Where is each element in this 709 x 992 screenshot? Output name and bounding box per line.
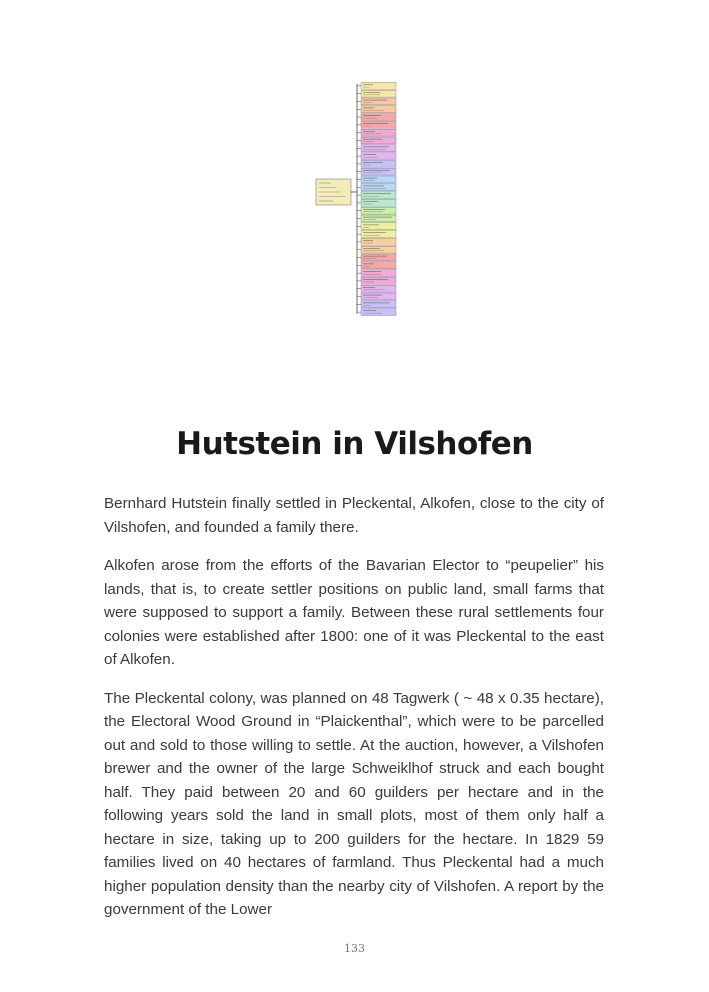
tree-person-box [361,176,396,183]
tree-person-box [361,254,396,261]
tree-person-box [361,184,396,191]
tree-person-box [361,153,396,160]
tree-person-box [361,215,396,222]
tree-person-box [361,114,396,121]
tree-person-box [361,238,396,245]
tree-person-box [361,106,396,113]
tree-person-box [361,277,396,284]
tree-person-box [361,98,396,105]
tree-person-box [361,262,396,269]
tree-person-box [361,285,396,292]
tree-person-box [361,192,396,199]
tree-person-box [361,301,396,308]
page-number: 133 [344,942,365,955]
tree-person-box [361,246,396,253]
chapter-title: Hutstein in Vilshofen [176,426,533,462]
tree-person-box [361,168,396,175]
tree-person-box [361,145,396,152]
tree-person-box [361,270,396,277]
tree-person-box [361,90,396,97]
paragraph-1: Bernhard Hutstein finally settled in Pleckental, Alkofen, close to the city of Vilshofen, and founded a family there. [104,495,604,536]
tree-person-box [361,309,396,316]
tree-person-box [361,121,396,128]
tree-person-box [361,293,396,300]
tree-person-box [361,231,396,238]
tree-person-box [361,137,396,144]
tree-person-box [361,160,396,167]
family-tree-diagram [0,0,709,340]
tree-person-box [361,199,396,206]
body-text [104,492,604,937]
tree-person-box [361,207,396,214]
tree-person-box [361,223,396,230]
paragraph-3: The Pleckental colony, was planned on 48 Tagwerk ( ~ 48 x 0.35 hectare), the Electoral Wood Ground in “Plaickenthal”, which were to be parcelled out and sold to those willing to settle. At the auction, however, a Vilshofen brewer and the owner of the large Schweiklhof struck and each bought half. They paid between 20 and 60 guilders per hectare and in the following years sold the land in small plots, most of them only half a hectare in size, taking up to 200 guilders for the hectare. In 1829 59 families lived on 40 hectares of farmland. Thus Pleckental had a much higher population density than the nearby city of Vilshofen. A report by the government of the Lower [104,689,604,918]
tree-person-box [361,129,396,136]
paragraph-2: Alkofen arose from the efforts of the Bavarian Elector to “peupelier” his lands, that is, to create settler positions on public land, small farms that were supposed to support a family. Between these rural settlements four colonies were established after 1800: one of it was Pleckental to the east of Alkofen. [104,557,604,668]
tree-person-box [361,82,396,89]
